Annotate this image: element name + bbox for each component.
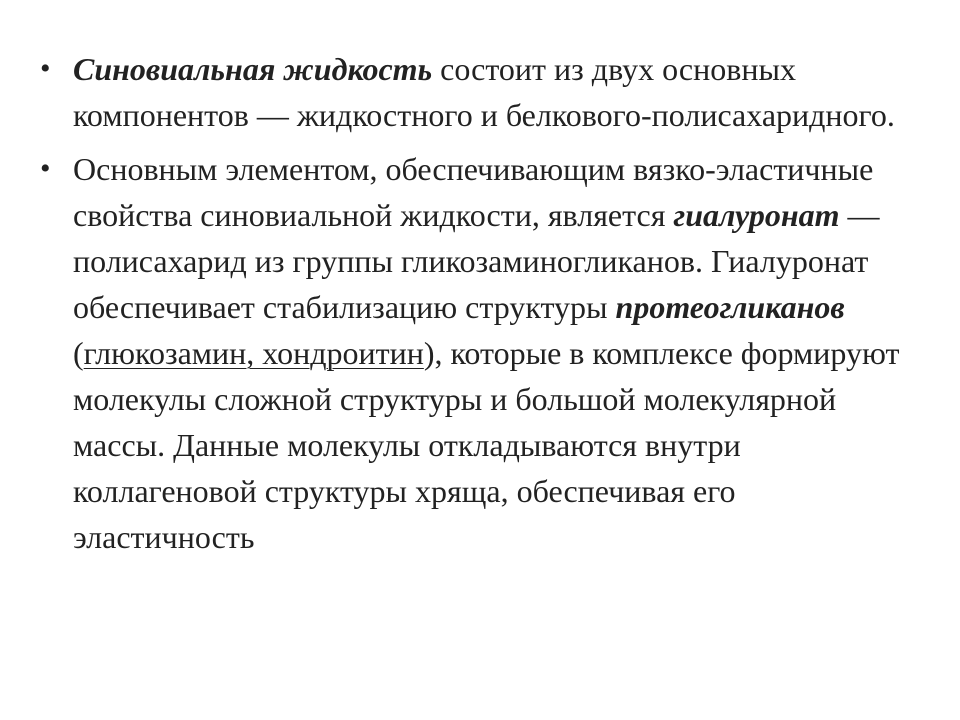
bullet-text-part-4: ), которые в комплексе формируют молекулы сложной структуры и большой молекулярной массы. Данные молекулы откладываются внутри коллагеновой структуры хряща, обеспечивая его эластичность [73,335,900,555]
term-synovial-fluid: Синовиальная жидкость [73,51,433,87]
term-proteoglycans: протеогликанов [615,289,845,325]
bullet-text-part-3: ( [73,335,84,371]
bullet-item-synovial-fluid [40,46,900,138]
bullet-text-part-1: Основным элементом, обеспечивающим вязко-эластичные свойства синовиальной жидкости, является [73,151,874,233]
bullet-text: состоит из двух основных компонентов — жидкостного и белкового-полисахаридного. [73,51,895,133]
bullet-marker: • [40,152,51,185]
term-hyaluronate: гиалуронат [673,197,840,233]
bullet-list [40,46,900,560]
bullet-item-hyaluronate [40,146,900,560]
bullet-text-part-2: — полисахарид из группы гликозаминогликанов. Гиалуронат обеспечивает стабилизацию структуры [73,197,880,325]
underlined-glucosamine-chondroitin[interactable]: глюкозамин, хондроитин [83,335,424,371]
bullet-marker: • [40,52,51,85]
